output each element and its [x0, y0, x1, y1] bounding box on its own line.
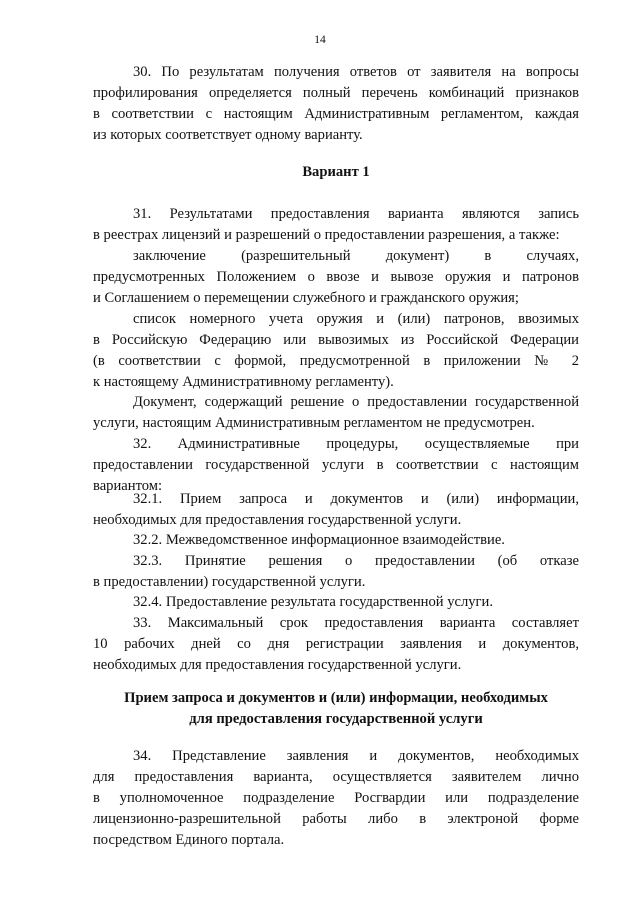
text-line: 30. По результатам получения ответов от заявителя на вопросы	[133, 64, 579, 80]
paragraph-33	[93, 613, 579, 676]
text-line: 34. Представление заявления и документов, необходимых	[133, 748, 579, 764]
text-line: в соответствии с настоящим Административным регламентом, каждая	[93, 105, 579, 122]
text-line: 10 рабочих дней со дня регистрации заявления и документов,	[93, 635, 579, 652]
paragraph-30	[93, 62, 579, 146]
text-line: заключение (разрешительный документ) в случаях,	[133, 248, 579, 264]
text-line: в предоставлении) государственной услуги.	[93, 573, 366, 590]
text-line: 32.1. Прием запроса и документов и (или) информации,	[133, 491, 579, 507]
text-line: необходимых для предоставления государственной услуги.	[93, 656, 462, 673]
text-line: в уполномоченное подразделение Росгвардии или подразделение	[93, 789, 579, 806]
text-line: к настоящему Административному регламенту).	[93, 373, 394, 390]
text-line: предусмотренных Положением о ввозе и вывозе оружия и патронов	[93, 268, 579, 285]
paragraph-32-2	[93, 530, 579, 551]
section-heading	[93, 688, 579, 730]
paragraph-31-conclusion	[93, 246, 579, 309]
text-line: вариантом:	[93, 477, 163, 494]
text-line: для предоставления варианта, осуществляется заявителем лично	[93, 768, 579, 785]
text-line: 32.2. Межведомственное информационное взаимодействие.	[133, 532, 505, 548]
text-line: услуги, настоящим Административным регламентом не предусмотрен.	[93, 414, 535, 431]
text-line: лицензионно-разрешительной работы либо в электроной форме	[93, 810, 579, 827]
text-line: 32. Административные процедуры, осуществляемые при	[133, 436, 579, 452]
text-line: предоставлении государственной услуги в соответствии с настоящим	[93, 456, 579, 473]
paragraph-32-3	[93, 551, 579, 593]
page-number: 14	[314, 34, 326, 46]
text-line: 31. Результатами предоставления варианта являются запись	[133, 206, 579, 222]
heading-variant: Вариант 1	[302, 164, 370, 180]
paragraph-31-list	[93, 309, 579, 393]
paragraph-34	[93, 746, 579, 851]
paragraph-32-4	[93, 592, 579, 613]
paragraph-32	[93, 434, 579, 497]
text-line: в реестрах лицензий и разрешений о предоставлении разрешения, а также:	[93, 226, 560, 243]
text-line: 32.4. Предоставление результата государственной услуги.	[133, 594, 493, 610]
text-line: 32.3. Принятие решения о предоставлении (об отказе	[133, 553, 579, 569]
text-line: (в соответствии с формой, предусмотренной в приложении № 2	[93, 352, 579, 369]
paragraph-32-1	[93, 489, 579, 531]
heading-line: Прием запроса и документов и (или) информации, необходимых	[124, 690, 548, 706]
text-line: из которых соответствует одному варианту.	[93, 126, 363, 143]
text-line: Документ, содержащий решение о предоставлении государственной	[133, 394, 579, 410]
text-line: в Российскую Федерацию или вывозимых из Российской Федерации	[93, 331, 579, 348]
heading-line: для предоставления государственной услуги	[189, 710, 483, 727]
text-line: 33. Максимальный срок предоставления варианта составляет	[133, 615, 579, 631]
text-line: посредством Единого портала.	[93, 831, 285, 848]
text-line: профилирования определяется полный перечень комбинаций признаков	[93, 84, 579, 101]
paragraph-31-document	[93, 392, 579, 434]
text-line: необходимых для предоставления государственной услуги.	[93, 511, 462, 528]
text-line: и Соглашением о перемещении служебного и гражданского оружия;	[93, 289, 519, 306]
paragraph-31	[93, 204, 579, 246]
text-line: список номерного учета оружия и (или) патронов, ввозимых	[133, 311, 579, 327]
